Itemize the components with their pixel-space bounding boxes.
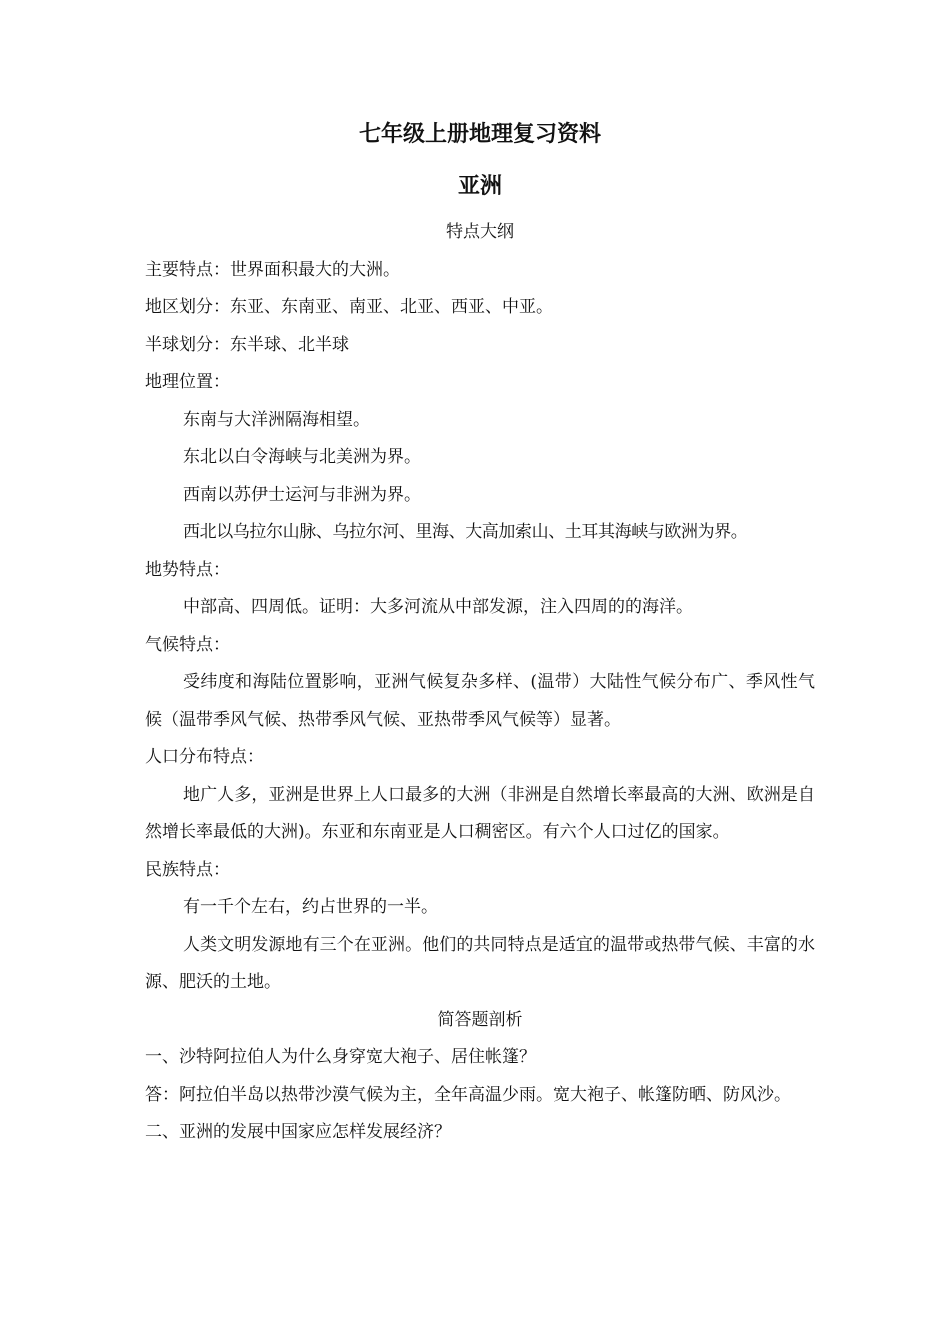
ethnic-text-1: 有一千个左右，约占世界的一半。 bbox=[183, 897, 438, 917]
location-item: 西南以苏伊士运河与非洲为界。 bbox=[183, 484, 421, 505]
terrain-label: 地势特点： bbox=[145, 559, 230, 580]
question-1: 一、沙特阿拉伯人为什么身穿宽大袍子、居住帐篷？ bbox=[145, 1047, 536, 1067]
location-label: 地理位置： bbox=[145, 372, 230, 392]
document-subtitle: 亚洲 bbox=[457, 174, 502, 199]
question-2: 二、亚洲的发展中国家应怎样发展经济？ bbox=[145, 1122, 451, 1142]
climate-label: 气候特点： bbox=[145, 634, 230, 655]
climate-text: 受纬度和海陆位置影响，亚洲气候复杂多样、(温带）大陆性气候分布广、季风性气候（温带季风气候、热带季风气候、亚热带季风气候等）显著。 bbox=[145, 672, 815, 730]
regions-line: 地区划分：东亚、东南亚、南亚、北亚、西亚、中亚。 bbox=[145, 297, 553, 317]
ethnic-label: 民族特点： bbox=[145, 859, 230, 880]
location-item: 东南与大洋洲隔海相望。 bbox=[183, 409, 370, 430]
document-title: 七年级上册地理复习资料 bbox=[358, 122, 601, 147]
hemisphere-line: 半球划分：东半球、北半球 bbox=[145, 334, 349, 355]
ethnic-text-2: 人类文明发源地有三个在亚洲。他们的共同特点是适宜的温带或热带气候、丰富的水源、肥沃的土地。 bbox=[145, 934, 815, 992]
qa-heading: 简答题剖析 bbox=[437, 1009, 523, 1030]
main-feature-line: 主要特点：世界面积最大的大洲。 bbox=[145, 259, 400, 280]
terrain-text: 中部高、四周低。证明：大多河流从中部发源，注入四周的的海洋。 bbox=[183, 597, 693, 617]
location-item: 西北以乌拉尔山脉、乌拉尔河、里海、大高加索山、土耳其海峡与欧洲为界。 bbox=[183, 522, 748, 542]
location-item: 东北以白令海峡与北美洲为界。 bbox=[183, 447, 421, 467]
outline-heading: 特点大纲 bbox=[446, 222, 514, 242]
population-label: 人口分布特点： bbox=[145, 747, 264, 767]
answer-1: 答：阿拉伯半岛以热带沙漠气候为主，全年高温少雨。宽大袍子、帐篷防晒、防风沙。 bbox=[145, 1084, 791, 1105]
population-text: 地广人多，亚洲是世界上人口最多的大洲（非洲是自然增长率最高的大洲、欧洲是自然增长率最低的大洲)。东亚和东南亚是人口稠密区。有六个人口过亿的国家。 bbox=[145, 784, 815, 842]
document-body bbox=[145, 118, 815, 1152]
